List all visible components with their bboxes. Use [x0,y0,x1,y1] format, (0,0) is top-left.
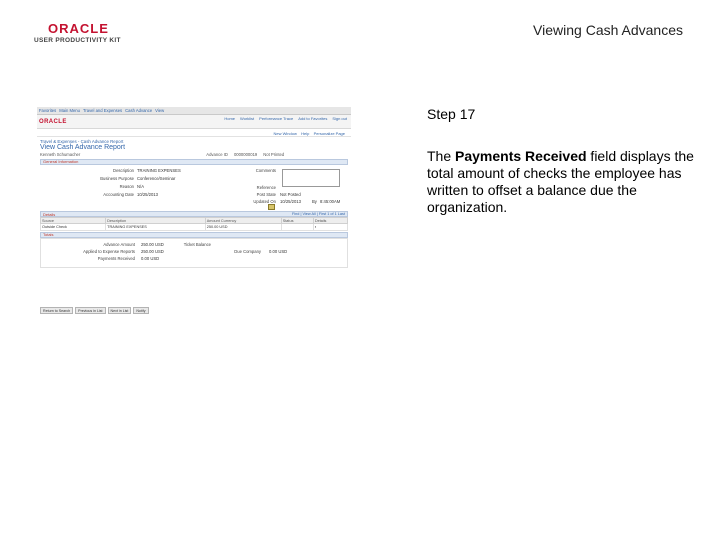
logo-brand-text: ORACLE [48,21,109,36]
description-value: TRAINING EXPENSES [137,168,181,173]
link-personalize[interactable]: Personalize Page [313,131,345,136]
attachments-icon[interactable] [268,204,275,210]
advance-id-label: Advance ID [206,152,228,157]
employee-name: Kenneth Schumacher [40,152,81,157]
nav-item-main-menu[interactable]: Main Menu [59,108,80,113]
cell-status [281,224,313,231]
report-title: View Cash Advance Report [40,144,126,151]
col-status: Status [281,218,313,224]
general-info-header[interactable]: General Information [40,159,348,165]
cell-details[interactable] [313,224,347,231]
screenshot-oracle-logo: ORACLE [39,119,67,125]
cell-description: TRAINING EXPENSES [106,224,206,231]
cell-amount: 250.00 USD [205,224,281,231]
advance-amount-value: 250.00 USD [141,242,164,247]
totals-header[interactable]: Totals [40,232,348,238]
col-amount-currency: Amount Currency [205,218,281,224]
breadcrumb: Travel & Expenses - Cash Advance Report [40,139,124,144]
previous-in-list-button[interactable]: Previous in List [75,307,105,314]
table-row [41,224,348,231]
advance-amount-label: Advance Amount [103,242,135,247]
details-table [40,217,348,231]
updated-time: 8:45:00AM [320,199,341,204]
link-worklist[interactable]: Worklist [240,116,255,121]
screenshot-brandbar [37,115,351,129]
payments-received-label: Payments Received [97,256,135,261]
link-new-window[interactable]: New Window [273,131,297,136]
notify-button[interactable]: Notify [133,307,148,314]
desc-suffix: field displays the total amount of checks the employee has written to offset a balance due the organization. [427,148,694,215]
screenshot-page-links [37,129,351,137]
updated-by-label: By [312,199,317,204]
accounting-date-label: Accounting Date [103,192,134,197]
screenshot-topnav [37,107,351,115]
details-title: Details [43,211,56,217]
link-sign-out[interactable]: Sign out [332,116,347,121]
purpose-label: Business Purpose [100,176,134,181]
desc-field-name: Payments Received [455,148,587,164]
desc-prefix: The [427,148,456,164]
embedded-screenshot [37,107,351,319]
reference-label: Reference [256,185,276,190]
link-add-favorites[interactable]: Add to Favorites [298,116,328,121]
link-home[interactable]: Home [224,116,236,121]
comments-textarea[interactable] [282,169,340,187]
description-label: Description [113,168,134,173]
page-title: Viewing Cash Advances [533,22,683,38]
accounting-date-value: 10/25/2013 [137,192,158,197]
ticket-balance-label: Ticket Balance [183,242,211,247]
step-description [427,148,697,216]
next-in-list-button[interactable]: Next in List [108,307,132,314]
details-grid-nav[interactable]: Find | View All | First 1 of 1 Last [292,212,345,216]
updated-on-value: 10/25/2013 [280,199,301,204]
due-company-value: 0.00 USD [269,249,288,254]
cell-source: Outside Check [41,224,106,231]
logo-sub-text: USER PRODUCTIVITY KIT [34,37,121,44]
step-label: Step 17 [427,106,476,122]
reason-value: N/A [137,184,144,189]
nav-item-favorites[interactable]: Favorites [39,108,57,113]
nav-item-cash-advance[interactable]: Cash Advance [125,108,153,113]
due-company-label: Due Company [234,249,261,254]
details-icon[interactable]: ▪ [314,225,317,229]
link-help[interactable]: Help [301,131,310,136]
nav-item-view[interactable]: View [155,108,165,113]
post-state-label: Post State [256,192,276,197]
payments-received-value: 0.00 USD [141,256,160,261]
employee-row [37,152,351,157]
advance-id: 0000000019 [233,152,258,157]
status-value: Not Printed [263,152,285,157]
applied-label: Applied to Expense Reports [83,249,135,254]
col-details: Details [313,218,347,224]
return-to-search-button[interactable]: Return to Search [40,307,73,314]
link-performance-trace[interactable]: Performance Trace [259,116,294,121]
col-source: Source [41,218,106,224]
oracle-upk-logo [34,22,124,48]
updated-on-label: Updated On [253,199,276,204]
totals-section [40,238,348,268]
applied-value: 250.00 USD [141,249,164,254]
col-description: Description [106,218,206,224]
bottom-button-bar [40,307,149,314]
reason-label: Reason [119,184,134,189]
general-info-section [40,165,348,211]
comments-label: Comments [255,168,276,173]
post-state-value: Not Posted [280,192,301,197]
purpose-value: Conference/Seminar [137,176,176,181]
nav-item-travel[interactable]: Travel and Expenses [82,108,123,113]
